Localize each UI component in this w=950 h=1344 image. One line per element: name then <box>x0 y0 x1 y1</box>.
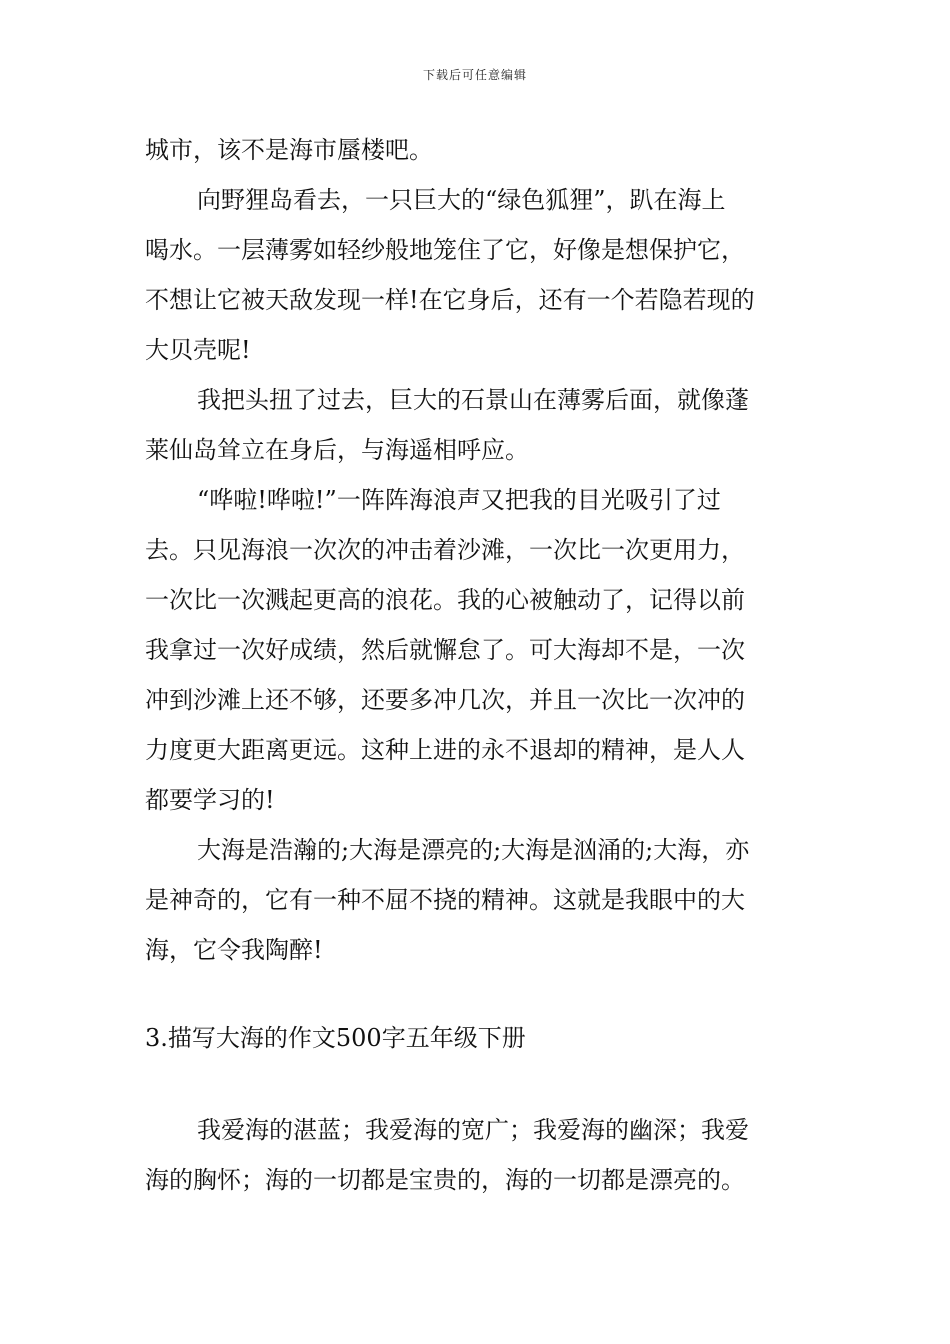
paragraph-line: 我拿过一次好成绩，然后就懈怠了。可大海却不是，一次 <box>145 636 745 664</box>
paragraph-line: 我把头扭了过去，巨大的石景山在薄雾后面，就像蓬 <box>197 386 749 414</box>
paragraph-line: 不想让它被天敌发现一样!在它身后，还有一个若隐若现的 <box>145 286 755 314</box>
paragraph-line: “哗啦!哗啦!”一阵阵海浪声又把我的目光吸引了过 <box>197 486 721 514</box>
paragraph-line: 我爱海的湛蓝；我爱海的宽广；我爱海的幽深；我爱 <box>197 1116 749 1144</box>
paragraph-line: 城市，该不是海市蜃楼吧。 <box>145 136 433 164</box>
paragraph-line: 都要学习的! <box>145 786 275 814</box>
paragraph-line: 是神奇的，它有一种不屈不挠的精神。这就是我眼中的大 <box>145 886 745 914</box>
paragraph-line: 喝水。一层薄雾如轻纱般地笼住了它，好像是想保护它， <box>145 236 745 264</box>
spacer <box>145 975 810 1013</box>
paragraph-line: 一次比一次溅起更高的浪花。我的心被触动了，记得以前 <box>145 586 745 614</box>
paragraph-line: 力度更大距离更远。这种上进的永不退却的精神，是人人 <box>145 736 745 764</box>
paragraph-line: 莱仙岛耸立在身后，与海遥相呼应。 <box>145 436 529 464</box>
spacer <box>145 1063 810 1105</box>
paragraph-line: 冲到沙滩上还不够，还要多冲几次，并且一次比一次冲的 <box>145 686 745 714</box>
paragraph-line: 海，它令我陶醉! <box>145 936 323 964</box>
paragraph-line: 向野狸岛看去，一只巨大的“绿色狐狸”，趴在海上 <box>197 186 726 214</box>
paragraph-line: 大海是浩瀚的;大海是漂亮的;大海是汹涌的;大海，亦 <box>197 836 750 864</box>
paragraph-line: 去。只见海浪一次次的冲击着沙滩，一次比一次更用力， <box>145 536 745 564</box>
paragraph-line: 大贝壳呢! <box>145 336 251 364</box>
document-body <box>145 125 810 1205</box>
page-header: 下载后可任意编辑 <box>422 68 527 82</box>
paragraph-line: 海的胸怀；海的一切都是宝贵的，海的一切都是漂亮的。 <box>145 1166 745 1194</box>
section-heading: 3.描写大海的作文500字五年级下册 <box>145 1024 526 1052</box>
